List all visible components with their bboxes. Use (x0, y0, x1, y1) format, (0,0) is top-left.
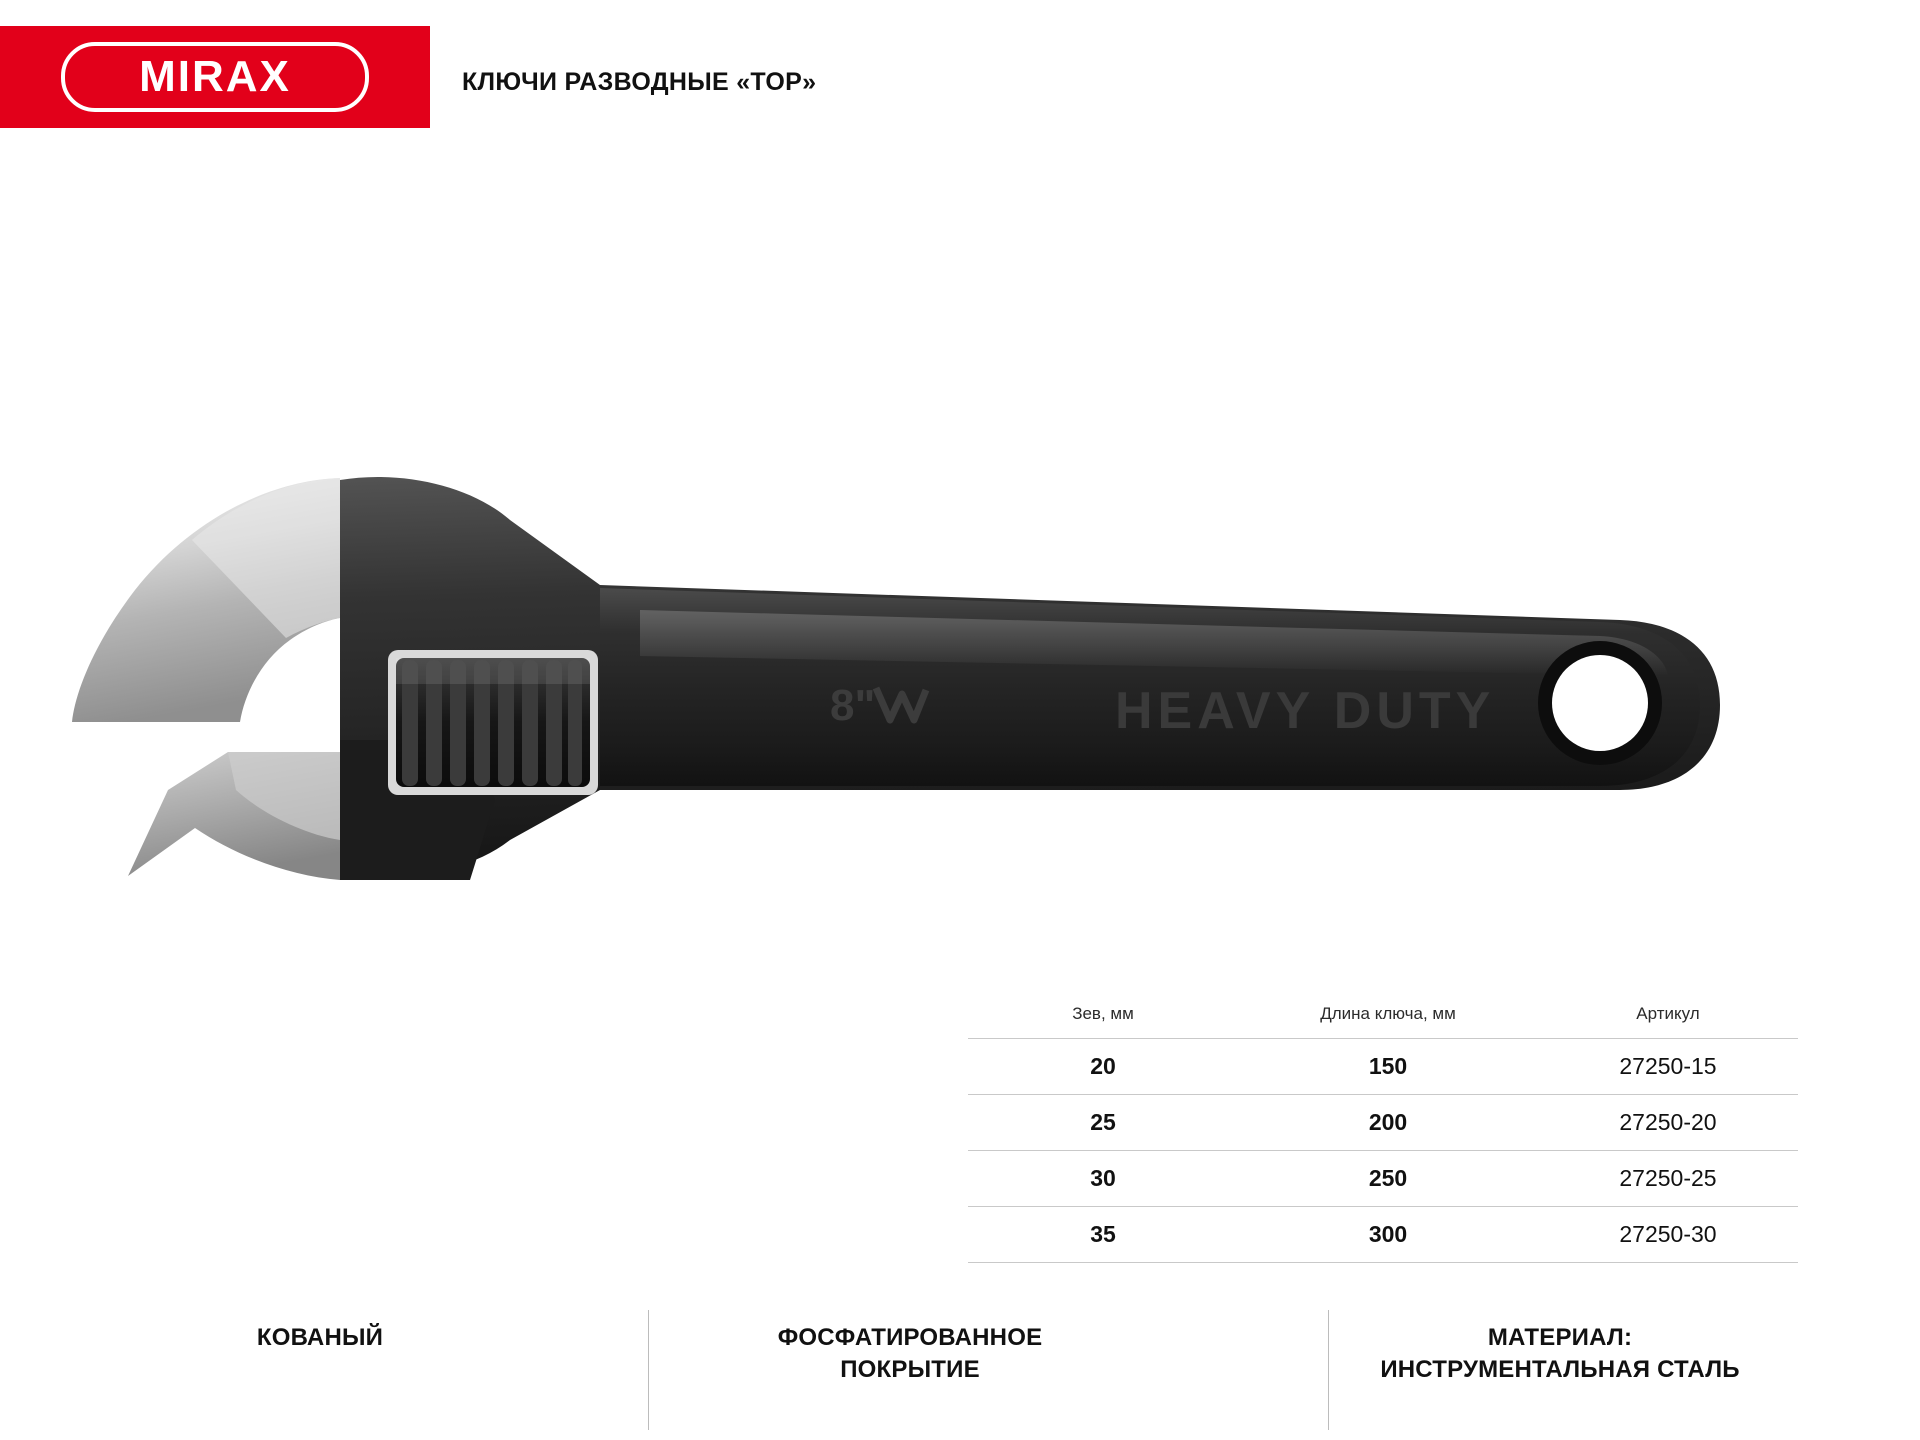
table-row (968, 1039, 1798, 1095)
cell-jaw: 30 (968, 1151, 1238, 1207)
table-row (968, 1207, 1798, 1263)
embossed-heavy-duty-label: HEAVY DUTY (1115, 682, 1496, 740)
cell-jaw: 35 (968, 1207, 1238, 1263)
cell-article: 27250-30 (1538, 1207, 1798, 1263)
cell-jaw: 20 (968, 1039, 1238, 1095)
worm-screw-adjuster (388, 650, 598, 795)
feature-material (1240, 1322, 1880, 1387)
adjustable-wrench-image (40, 320, 1780, 880)
feature-coating-line2: ПОКРЫТИЕ (840, 1356, 980, 1384)
specs-table (968, 1000, 1798, 1263)
column-header-length: Длина ключа, мм (1320, 1004, 1456, 1023)
cell-article: 27250-20 (1538, 1095, 1798, 1151)
cell-length: 150 (1238, 1039, 1538, 1095)
feature-forged (100, 1322, 540, 1354)
table-row (968, 1151, 1798, 1207)
logo-pill-shape (61, 42, 369, 112)
page-header (0, 0, 1920, 128)
features-footer (0, 1310, 1920, 1440)
table-row (968, 1095, 1798, 1151)
column-header-jaw: Зев, мм (1072, 1004, 1134, 1023)
feature-coating (640, 1322, 1180, 1387)
feature-coating-line1: ФОСФАТИРОВАННОЕ (777, 1324, 1043, 1351)
feature-material-line2: ИНСТРУМЕНТАЛЬНАЯ СТАЛЬ (1380, 1356, 1740, 1384)
product-image-area (0, 150, 1920, 950)
feature-forged-line1: КОВАНЫЙ (256, 1324, 384, 1351)
cell-article: 27250-15 (1538, 1039, 1798, 1095)
feature-material-line1: МАТЕРИАЛ: (1487, 1324, 1633, 1351)
cell-article: 27250-25 (1538, 1151, 1798, 1207)
brand-logo-text: MIRAX (139, 52, 291, 101)
table-header-row (968, 1000, 1798, 1039)
embossed-size-label: 8" (830, 681, 876, 730)
brand-logo (0, 26, 430, 128)
hanging-hole-inner (1552, 655, 1648, 751)
column-header-article: Артикул (1636, 1004, 1700, 1023)
page-title: КЛЮЧИ РАЗВОДНЫЕ «ТОР» (462, 68, 817, 96)
cell-length: 200 (1238, 1095, 1538, 1151)
cell-jaw: 25 (968, 1095, 1238, 1151)
cell-length: 250 (1238, 1151, 1538, 1207)
cell-length: 300 (1238, 1207, 1538, 1263)
